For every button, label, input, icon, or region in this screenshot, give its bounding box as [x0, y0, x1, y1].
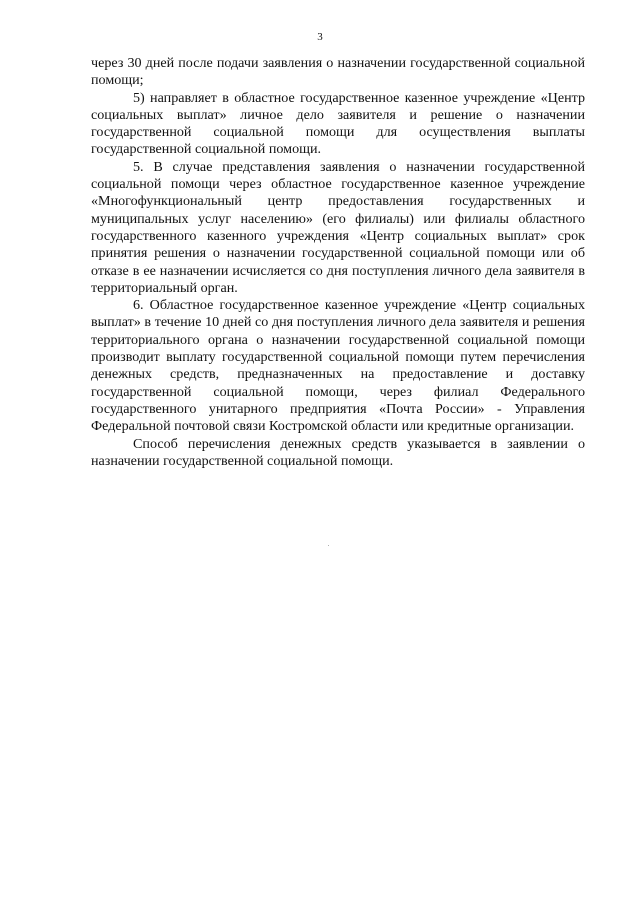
- paragraph-item-5: 5) направляет в областное государственное казенное учреждение «Центр социальных выплат» личное дело заявителя и решение о назначении государственной социальной помощи для осуществления выплаты государственной социальной помощи.: [91, 89, 585, 158]
- paragraph-section-5: 5. В случае представления заявления о назначении государственной социальной помощи через областное государственное казенное учреждение «Многофункциональный центр предоставления государственных и муниципальных услуг населению» (его филиалы) или филиалы областного государственного казенного учреждения «Центр социальных выплат» срок принятия решения о назначении государственной социальной помощи или об отказе в ее назначении исчисляется со дня поступления личного дела заявителя в территориальный орган.: [91, 158, 585, 296]
- scan-speck: [328, 545, 329, 546]
- page-number: 3: [317, 31, 323, 43]
- paragraph-continuation: через 30 дней после подачи заявления о назначении государственной социальной помощи;: [91, 55, 585, 89]
- paragraph-section-6: 6. Областное государственное казенное учреждение «Центр социальных выплат» в течение 10 дней со дня поступления личного дела заявителя и решения территориального органа о назначении государственной социальной помощи производит выплату государственной социальной помощи путем перечисления денежных средств, предназначенных на предоставление и доставку государственной социальной помощи, через филиал Федерального государственного унитарного предприятия «Почта России» - Управления Федеральной почтовой связи Костромской области или кредитные организации.: [91, 297, 585, 435]
- document-body: [91, 55, 585, 470]
- paragraph-payment-method: Способ перечисления денежных средств указывается в заявлении о назначении государственной социальной помощи.: [91, 435, 585, 469]
